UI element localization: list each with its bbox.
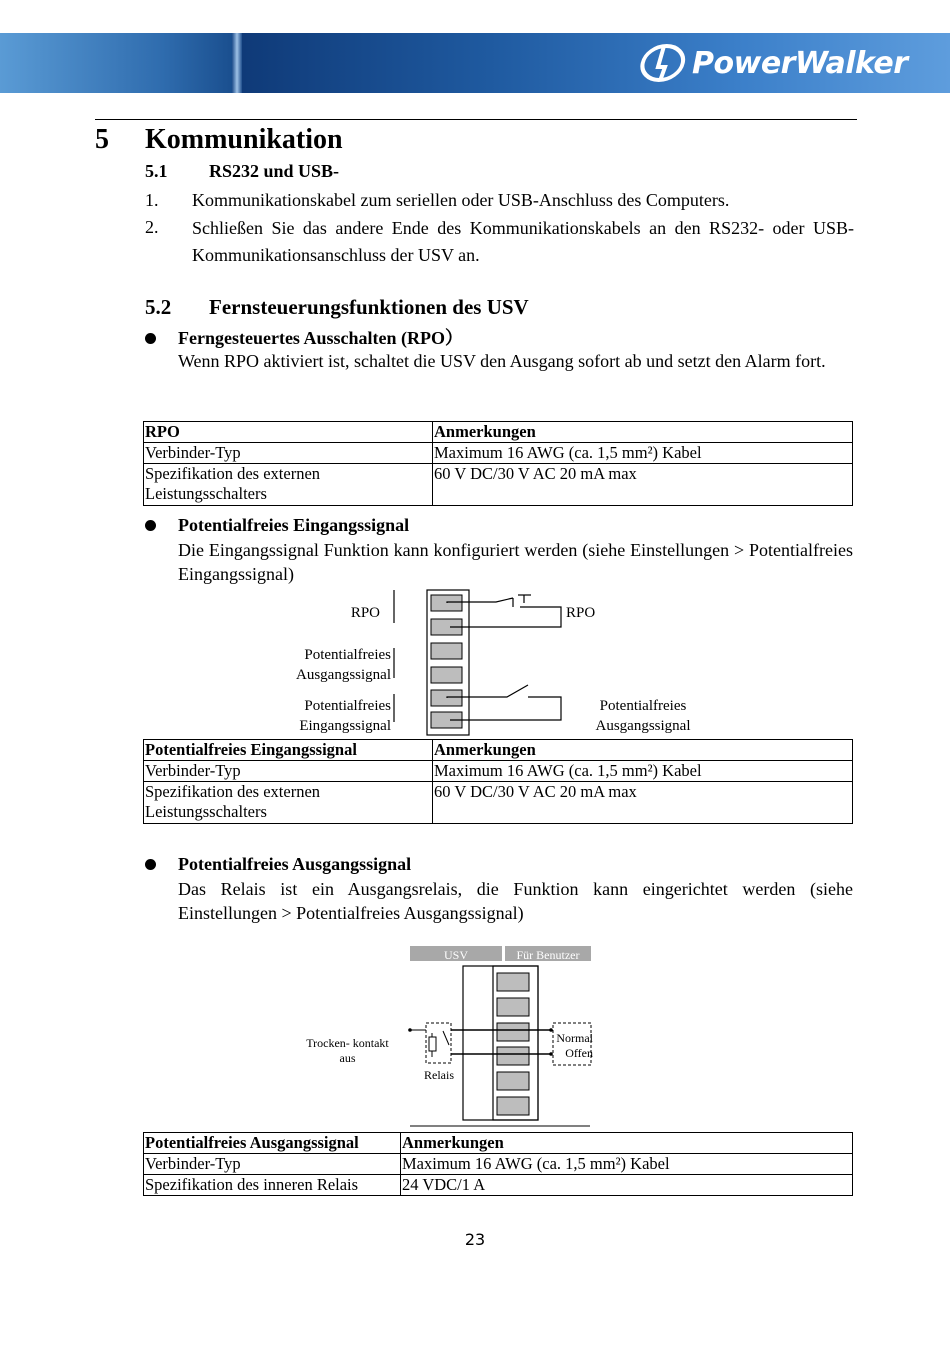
header-banner [0, 33, 950, 93]
section-title: Kommunikation [145, 124, 343, 155]
input-table [143, 739, 853, 824]
table-row [144, 761, 853, 782]
table-header: Potentialfreies Eingangssignal [144, 740, 433, 761]
table-cell: 60 V DC/30 V AC 20 mA max [433, 464, 853, 506]
relay-label: Relais [424, 1068, 454, 1082]
table-cell: Verbinder-Typ [144, 761, 433, 782]
power-icon [640, 43, 686, 83]
table-cell: Maximum 16 AWG (ca. 1,5 mm²) Kabel [401, 1154, 853, 1175]
list-item-text: Schließen Sie das andere Ende des Kommunikationskabels an den RS232- oder USB-Kommunikationsanschluss der USV an. [192, 218, 854, 265]
table-cell: Verbinder-Typ [144, 1154, 401, 1175]
page-number: 23 [464, 1230, 486, 1249]
diagram-label: RPO [566, 605, 596, 621]
usv-header [410, 946, 502, 961]
user-label: Für Benutzer [516, 948, 580, 962]
table-header: Anmerkungen [433, 740, 853, 761]
table-header-row [144, 1133, 853, 1154]
table-row [144, 782, 853, 824]
input-heading: Potentialfreies Eingangssignal [178, 515, 410, 535]
table-row [144, 1154, 853, 1175]
table-cell: Spezifikation des externen Leistungsschalters [144, 782, 433, 824]
table-cell: Verbinder-Typ [144, 443, 433, 464]
table-header: Anmerkungen [401, 1133, 853, 1154]
diagram-label: Potentialfreies Eingangssignal [299, 698, 391, 734]
table-header: RPO [144, 422, 433, 443]
list-item-number: 2. [145, 217, 159, 237]
rpo-table [143, 421, 853, 506]
table-header-row [144, 740, 853, 761]
table-cell: Spezifikation des inneren Relais [144, 1175, 401, 1196]
output-table [143, 1132, 853, 1196]
table-cell: 60 V DC/30 V AC 20 mA max [433, 782, 853, 824]
table-row [144, 443, 853, 464]
banner-divider [232, 33, 242, 93]
bullet [145, 520, 156, 531]
subsection-51-number: 5.1 [145, 161, 168, 181]
output-heading: Potentialfreies Ausgangssignal [178, 854, 412, 874]
list-item-number: 1. [145, 190, 159, 210]
table-header: Anmerkungen [433, 422, 853, 443]
table-cell: 24 VDC/1 A [401, 1175, 853, 1196]
output-text: Das Relais ist ein Ausgangsrelais, die Funktion kann eingerichtet werden (siehe Einstellungen > Potentialfreies Ausgangssignal) [178, 879, 853, 923]
subsection-52-title: Fernsteuerungsfunktionen des USV [209, 295, 529, 319]
output-wiring-diagram [405, 961, 600, 1131]
rpo-heading: Ferngesteuertes Ausschalten (RPO） [178, 328, 463, 348]
dry-contact-label: Trocken- kontakt aus [306, 1036, 389, 1065]
list-item-text: Kommunikationskabel zum seriellen oder USB-Anschluss des Computers. [192, 190, 730, 210]
header-rule [95, 119, 857, 120]
usv-label: USV [443, 948, 468, 962]
banner-left-band [0, 33, 232, 93]
normal-open-label: Normal Offen [556, 1031, 593, 1060]
subsection-52-number: 5.2 [145, 295, 172, 319]
diagram-label: RPO [350, 605, 380, 621]
table-header: Potentialfreies Ausgangssignal [144, 1133, 401, 1154]
rpo-text: Wenn RPO aktiviert ist, schaltet die USV den Ausgang sofort ab und setzt den Alarm fort. [178, 351, 826, 371]
user-header [505, 946, 591, 961]
diagram-label: Potentialfreies Ausgangssignal [296, 647, 391, 683]
brand-name: PowerWalker [692, 45, 908, 81]
powerwalker-logo [640, 43, 908, 83]
bullet [145, 333, 156, 344]
table-row [144, 464, 853, 506]
subsection-51-title: RS232 und USB- [209, 161, 340, 181]
table-cell: Maximum 16 AWG (ca. 1,5 mm²) Kabel [433, 761, 853, 782]
bullet [145, 859, 156, 870]
section-number: 5 [95, 124, 109, 155]
table-cell: Spezifikation des externen Leistungsschalters [144, 464, 433, 506]
input-wiring-diagram [380, 585, 580, 740]
table-cell: Maximum 16 AWG (ca. 1,5 mm²) Kabel [433, 443, 853, 464]
input-text: Die Eingangssignal Funktion kann konfiguriert werden (siehe Einstellungen > Potentialfreies Eingangssignal) [178, 540, 853, 584]
diagram-label: Potentialfreies Ausgangssignal [595, 698, 691, 734]
table-row [144, 1175, 853, 1196]
table-header-row [144, 422, 853, 443]
